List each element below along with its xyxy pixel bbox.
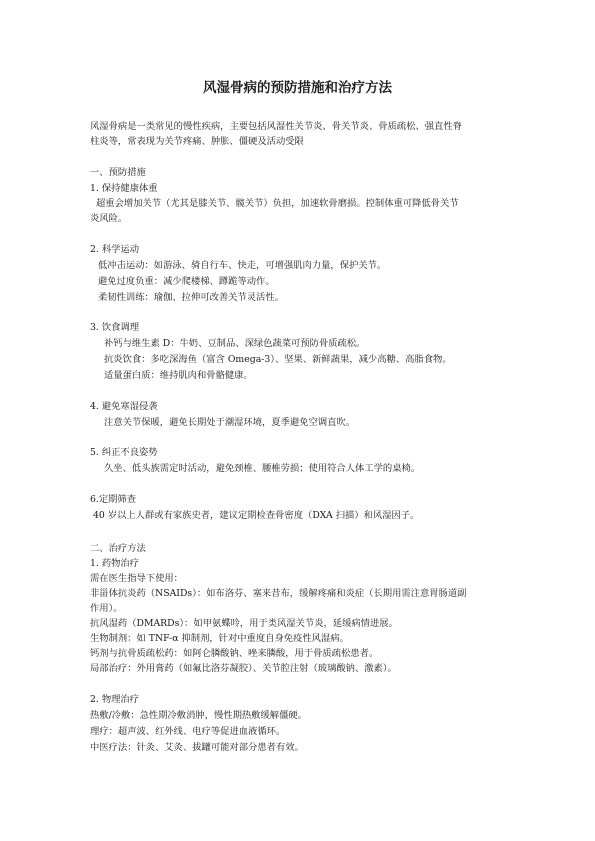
- prevention-item-line: 40 岁以上人群或有家族史者，建议定期检查骨密度（DXA 扫描）和风湿因子。: [93, 510, 420, 521]
- treatment-line: 抗风湿药（DMARDs）：如甲氨蝶呤，用于类风湿关节炎，延缓病情进展。: [90, 618, 398, 629]
- treatment-line: 作用）。: [90, 603, 123, 614]
- prevention-item-line: 低冲击运动：如游泳、骑自行车、快走，可增强肌肉力量，保护关节。: [98, 260, 387, 271]
- prevention-item-title: 5. 纠正不良姿势: [90, 447, 158, 458]
- page-title: 风湿骨病的预防措施和治疗方法: [203, 80, 392, 96]
- prevention-item-line: 补钙与维生素 D：牛奶、豆制品、深绿色蔬菜可预防骨质疏松。: [104, 338, 366, 349]
- prevention-item-line: 炎风险。: [90, 213, 128, 224]
- prevention-item-title: 6.定期筛查: [90, 494, 137, 505]
- prevention-item-line: 久坐、低头族需定时活动，避免颈椎、腰椎劳损；使用符合人体工学的桌椅。: [104, 463, 421, 474]
- treatment-line: 理疗：超声波、红外线、电疗等促进血液循环。: [90, 726, 286, 737]
- treatment-item-title: 2. 物理治疗: [90, 694, 140, 705]
- treatment-line: 局部治疗：外用膏药（如氟比洛芬凝胶）、关节腔注射（玻璃酸钠、激素）。: [90, 663, 397, 674]
- prevention-item-line: 注意关节保暖，避免长期处于潮湿环境，夏季避免空调直吹。: [104, 417, 356, 428]
- treatment-line: 生物制剂：如 TNF-α 抑制剂，针对中重度自身免疫性风湿病。: [90, 633, 349, 644]
- treatment-line: 热敷/冷敷：急性期冷敷消肿，慢性期热敷缓解僵硬。: [90, 710, 307, 721]
- treatment-line: 需在医生指导下使用：: [90, 573, 183, 584]
- treatment-line: 钙剂与抗骨质疏松药：如阿仑膦酸钠、唑来膦酸，用于骨质疏松患者。: [90, 648, 379, 659]
- treatment-line: 非甾体抗炎药（NSAIDs）：如布洛芬、塞来昔布，缓解疼痛和炎症（长期用需注意胃肠道副: [90, 588, 467, 599]
- treatment-line: 中医疗法：针灸、艾灸、拔罐可能对部分患者有效。: [90, 742, 304, 753]
- prevention-item-line: 抗炎饮食：多吃深海鱼（富含 Omega-3）、坚果、新鲜蔬果，减少高糖、高脂食物。: [104, 354, 452, 365]
- intro-line-1: 风湿骨病是一类常见的慢性疾病，主要包括风湿性关节炎、骨关节炎、骨质疏松、强直性脊: [90, 121, 462, 132]
- prevention-item-title: 3. 饮食调理: [90, 322, 140, 333]
- prevention-item-title: 1. 保持健康体重: [90, 183, 158, 194]
- prevention-item-title: 2. 科学运动: [90, 244, 140, 255]
- prevention-item-line: 柔韧性训练：瑜伽、拉伸可改善关节灵活性。: [98, 292, 284, 303]
- treatment-item-title: 1. 药物治疗: [90, 558, 140, 569]
- prevention-item-line: 适量蛋白质：维持肌肉和骨骼健康。: [104, 370, 253, 381]
- prevention-item-title: 4. 避免寒湿侵袭: [90, 401, 158, 412]
- section-heading-treatment: 二、治疗方法: [90, 543, 146, 554]
- prevention-item-line: 超重会增加关节（尤其是膝关节、髋关节）负担，加速软骨磨损。控制体重可降低骨关节: [96, 198, 459, 209]
- section-heading-prevention: 一、预防措施: [90, 167, 146, 178]
- intro-line-2: 柱炎等，常表现为关节疼痛、肿胀、僵硬及活动受限: [90, 136, 304, 147]
- prevention-item-line: 避免过度负重：减少爬楼梯、蹲跪等动作。: [98, 276, 275, 287]
